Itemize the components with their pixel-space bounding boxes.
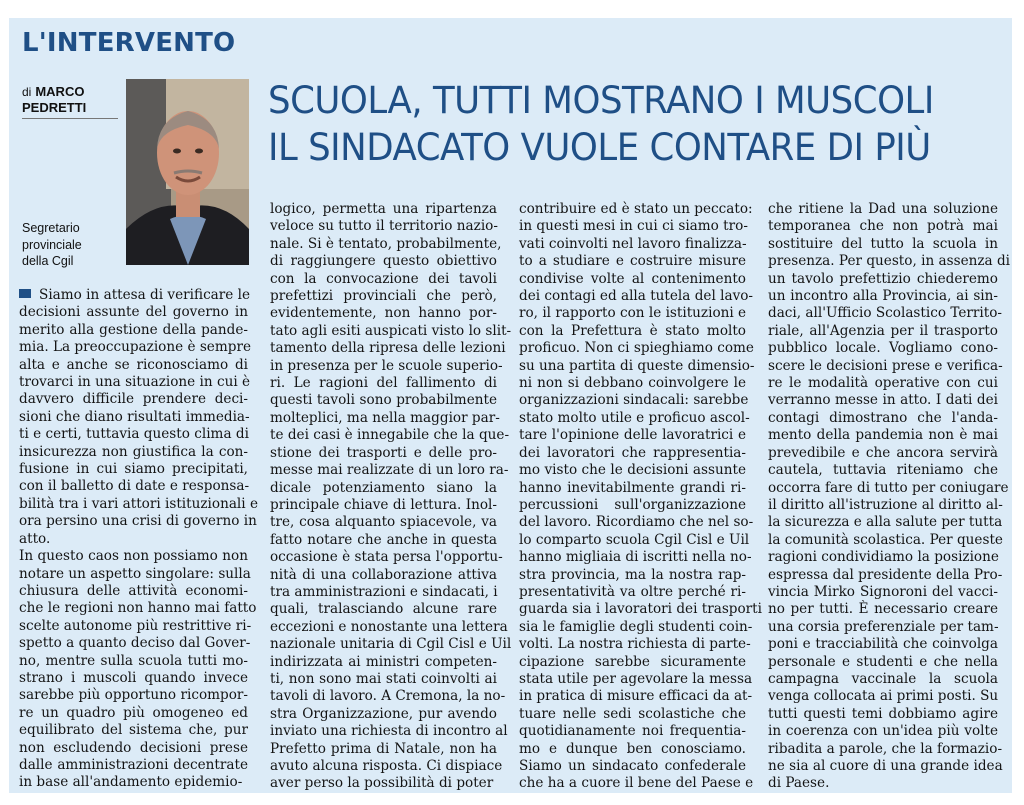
article-text-line: daci, all'Ufficio Scolastico Territo-	[768, 305, 1002, 322]
article-text-line: stra Organizzazione, pur avendo	[270, 705, 497, 722]
article-text-line: tre, cosa alquanto spiacevole, va	[270, 514, 497, 531]
article-text-line: che ritiene la Dad una soluzione	[768, 201, 998, 217]
article-text-line: messe mai realizzate di un loro ra-	[270, 462, 509, 479]
article-text-line: con la convocazione dei tavoli	[270, 270, 497, 287]
article-text-line: to a studiare e costruire misure	[519, 253, 746, 270]
byline	[22, 84, 86, 116]
article-text-line: in presenza per le scuole superio-	[270, 357, 503, 374]
article-text-line: personale e studenti e che nella	[768, 653, 998, 670]
article-text-line: di raggiungere questo obiettivo	[270, 253, 497, 270]
article-text-line: occorra fare di tutto per coniugare	[768, 479, 1009, 496]
article-column-3	[519, 201, 762, 793]
article-text-line: il diritto all'istruzione al diritto al-	[768, 496, 1003, 513]
article-text-line: notare un aspetto singolare: sulla	[19, 565, 251, 582]
article-text-line: scelte autonome più restrittive ri-	[19, 617, 252, 634]
author-last-name: PEDRETTI	[22, 100, 87, 115]
article-text-line: condivise volte al contenimento	[519, 270, 746, 287]
article-text-line: verranno messe in atto. I dati dei	[768, 392, 998, 409]
article-text-line: sioni che diano risultati immedia-	[19, 408, 250, 425]
article-text-line: lo comparto scuola Cgil Cisl e Uil	[519, 531, 750, 548]
article-text-line: che ha a cuore il bene del Paese e	[519, 775, 754, 792]
article-text-line: no per tutti. È necessario creare	[768, 601, 998, 618]
lead-square-icon	[19, 289, 31, 298]
article-text-line: presenza. Per questo, in assenza di	[768, 253, 1011, 270]
article-column-2	[270, 201, 512, 793]
article-text-line: venga collocata ai primi posti. Su	[768, 688, 999, 705]
article-text-line: avuto alcuna risposta. Ci dispiace	[270, 758, 503, 774]
author-photo	[126, 79, 249, 265]
article-text-line: organizzazioni sindacali: sarebbe	[519, 392, 749, 409]
article-text-line: nale. Si è tentato, probabilmente,	[270, 235, 502, 252]
article-text-line: no, mentre sulla scuola tutti mo-	[19, 652, 248, 669]
author-portrait-image	[126, 79, 249, 265]
article-text-line: scere le decisioni prese e verifica-	[768, 357, 1003, 374]
article-text-line: quali, tralasciando alcune rare	[270, 601, 497, 618]
article-text-line: proficuo. Non ci spieghiamo come	[519, 340, 754, 357]
article-text-line: sarebbe più opportuno ricompor-	[19, 687, 248, 704]
article-text-line: di Paese.	[768, 775, 830, 792]
byline-divider	[22, 118, 118, 119]
article-text-line: la sicurezza e alla salute per tutta	[768, 514, 1003, 531]
article-text-line: Siamo un sindacato confederale	[519, 758, 746, 774]
article-text-line: principale chiave di lettura. Inol-	[270, 496, 497, 513]
article-text-line: ribadita a parole, che la formazio-	[768, 740, 1003, 757]
article-text-line: occasione è stata persa l'opportu-	[270, 549, 503, 566]
article-text-line: decisioni assunte del governo in	[19, 304, 248, 321]
article-text-line: vati coinvolti nel lavoro finalizza-	[519, 235, 747, 252]
article-text-line: re le modalità operative con cui	[768, 375, 998, 392]
article-text-line: contagi dimostrano che l'anda-	[768, 409, 998, 426]
article-text-line: molteplici, ma nella maggior par-	[270, 409, 500, 426]
article-text-line: insicurezza non giustifica la con-	[19, 443, 248, 460]
article-text-line: volti. La nostra richiesta di parte-	[519, 636, 751, 653]
article-text-line: tato agli esiti auspicati visto lo slit-	[270, 322, 512, 339]
author-role	[22, 220, 82, 270]
author-role-line: della Cgil	[22, 254, 74, 268]
article-text-line: veloce su tutto il territorio nazio-	[270, 218, 498, 235]
byline-di: di	[22, 85, 32, 99]
article-text-line: ti, non sono mai stati coinvolti ai	[270, 670, 497, 687]
article-text-line: bilità tra i vari attori istituzionali e	[19, 495, 258, 512]
article-text-line: una corsia preferenziale per tam-	[768, 618, 999, 635]
article-text-line: nazionale unitaria di Cgil Cisl e Uil	[270, 636, 512, 653]
article-text-line: Prefetto prima di Natale, non ha	[270, 740, 497, 757]
article-text-line: mo e dunque ben conosciamo.	[519, 740, 746, 757]
article-text-line: davvero difficile prendere deci-	[19, 391, 248, 408]
article-column-1	[19, 287, 258, 792]
article-text-line: tutti questi temi dobbiamo agire	[768, 705, 998, 722]
article-text-line: merito alla gestione della pande-	[19, 321, 248, 338]
article-text-line: eccezioni e nonostante una lettera	[270, 618, 508, 635]
article-text-line: mia. La preoccupazione è sempre	[19, 339, 251, 356]
article-text-line: tuare nelle sedi scolastiche che	[519, 705, 746, 722]
article-text-line: nità di una collaborazione attiva	[270, 566, 497, 583]
article-text-line: riale, all'Agenzia per il trasporto	[768, 322, 998, 339]
article-text-line: indirizzata ai ministri competen-	[270, 653, 497, 670]
article-text-line: tavoli di lavoro. A Cremona, la no-	[270, 688, 506, 705]
article-text-line: chiusura delle attività economi-	[19, 582, 248, 599]
article-text-line: logico, permetta una ripartenza	[270, 201, 497, 217]
article-text-line: un tavolo prefettizio chiederemo	[768, 270, 998, 287]
article-text-line: espressa dal presidente della Pro-	[768, 566, 1003, 583]
article-text-line: hanno inevitabilmente grandi ri-	[519, 479, 746, 496]
article-text-line: vincia Mirko Signoroni del vacci-	[768, 583, 998, 600]
article-text-line: spetto a quanto deciso dal Gover-	[19, 635, 251, 652]
article-text: Siamo in attesa di verificare le	[39, 287, 251, 303]
article-column-4	[768, 201, 1011, 793]
article-text-line: aver perso la possibilità di poter	[270, 775, 494, 792]
headline-line: SCUOLA, TUTTI MOSTRANO I MUSCOLI	[268, 79, 934, 122]
article-text-line: cipazione sarebbe sicuramente	[519, 653, 746, 670]
article-text-line: con la Prefettura è stato molto	[519, 322, 746, 339]
article-text-line: guarda sia i lavoratori dei trasporti	[519, 601, 762, 618]
article-text-line: contribuire ed è stato un peccato:	[519, 201, 753, 217]
article-text-line: mento della pandemia non è mai	[768, 427, 998, 444]
article-text-line: che le regioni non hanno mai fatto	[19, 600, 257, 617]
article-text-line: stione dei trasporti e delle pro-	[270, 444, 497, 461]
article-text-line: pubblico locale. Vogliamo cono-	[768, 340, 998, 357]
article-text-line: hanno migliaia di iscritti nella no-	[519, 549, 752, 566]
article-text-line: sostituire del tutto la scuola in	[768, 235, 998, 252]
article-text-line: prevedibile e che ancora servirà	[768, 444, 998, 461]
article-text-line: in pratica di misure efficaci da at-	[519, 688, 753, 705]
article-text-line: stata utile per agevolare la messa	[519, 670, 753, 687]
author-role-line: provinciale	[22, 237, 82, 252]
article-text-line: strano i muscoli quando invece	[19, 669, 248, 686]
article-text-line: prefettizi provinciali che però,	[270, 288, 497, 305]
article-text-line: in coerenza con un'idea più volte	[768, 723, 998, 740]
article-text-line: stra provincia, ma la nostra rap-	[519, 566, 746, 583]
article-text-line: in base all'andamento epidemio-	[19, 774, 243, 791]
article-text-line: inviato una richiesta di incontro al	[270, 723, 508, 740]
article-text-line: ro, il rapporto con le istituzioni e	[519, 305, 747, 322]
article-text-line: ne sia al cuore di una grande idea	[768, 758, 1003, 774]
article-text-line: trovarci in una situazione in cui è	[19, 374, 251, 391]
article-text-line: questi tavoli sono probabilmente	[270, 392, 497, 409]
article-text-line: quotidianamente noi frequentia-	[519, 723, 746, 740]
article-text-line: non escludendo decisioni prese	[19, 739, 248, 756]
article-text-line: evidentemente, non hanno por-	[270, 305, 497, 322]
article-text-line: fusione in cui siamo precipitati,	[19, 461, 248, 478]
article-text-line: con il balletto di date e responsa-	[19, 478, 250, 495]
article-text-line: presentatività va oltre perché ri-	[519, 583, 746, 600]
article-text-line: un incontro alla Provincia, ai sin-	[768, 288, 998, 305]
author-first-name: MARCO	[35, 84, 85, 99]
article-text-line: del lavoro. Ricordiamo che nel so-	[519, 514, 754, 531]
article-text-line: ni non si debbano coinvolgere le	[519, 375, 746, 392]
article-text-line: poni e tracciabilità che coinvolga	[768, 636, 998, 653]
article-text-line: re un quadro più omogeneo ed	[19, 704, 248, 721]
headline	[268, 77, 934, 171]
article-text-line: dicale potenziamento siano la	[270, 479, 497, 496]
article-text-line	[19, 287, 251, 304]
article-text-line: su una partita di queste dimensio-	[519, 357, 755, 374]
article-text-line: ri. Le ragioni del fallimento di	[270, 375, 497, 392]
section-kicker: L'INTERVENTO	[22, 28, 236, 58]
article-text-line: In questo caos non possiamo non	[19, 548, 248, 565]
article-text-line: in questi mesi in cui ci siamo tro-	[519, 218, 748, 235]
article-text-line: stato molto utile e proficuo ascol-	[519, 409, 750, 426]
article-text-line: ora persino una crisi di governo in	[19, 513, 257, 530]
article-text-line: dei contagi ed alla tutela del lavo-	[519, 288, 754, 305]
article-text-line: dalle amministrazioni decentrate	[19, 756, 248, 773]
headline-line: IL SINDACATO VUOLE CONTARE DI PIÙ	[268, 126, 931, 169]
article-text-line: te dei casi è innegabile che la que-	[270, 427, 510, 444]
article-text-line: sia le famiglie degli studenti coin-	[519, 618, 753, 635]
article-text-line: ti e certi, tuttavia questo clima di	[19, 426, 249, 443]
article-text-line: fatto notare che anche in questa	[270, 531, 497, 548]
article-text-line: percussioni sull'organizzazione	[519, 496, 746, 513]
article-text-line: temporanea che non potrà mai	[768, 218, 998, 235]
article-text-line: dei lavoratori che rappresentia-	[519, 444, 746, 461]
article-text-line: atto.	[19, 530, 51, 547]
article-text-line: alta e anche se riconosciamo di	[19, 356, 248, 373]
author-role-line: Segretario	[22, 221, 80, 235]
article-text-line: ragioni condividiamo la posizione	[768, 549, 999, 566]
article-text-line: equilibrato del sistema che, pur	[19, 722, 248, 739]
article-text-line: mo visto che le decisioni assunte	[519, 462, 746, 479]
article-text-line: cautela, tuttavia riteniamo che	[768, 462, 998, 479]
article-text-line: la comunità scolastica. Per queste	[768, 531, 1003, 548]
article-text-line: tare l'opinione delle lavoratrici e	[519, 427, 746, 444]
article-text-line: tra amministrazioni e sindacati, i	[270, 583, 498, 600]
article-text-line: tamento della ripresa delle lezioni	[270, 340, 506, 357]
article-text-line: campagna vaccinale la scuola	[768, 670, 998, 687]
